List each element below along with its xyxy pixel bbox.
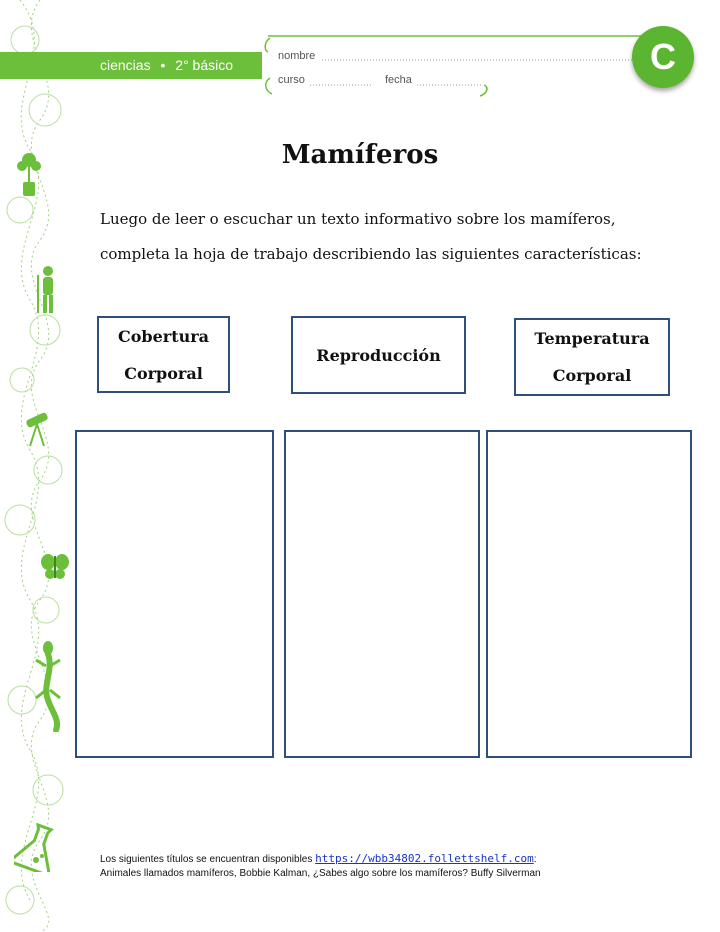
heading-line: Reproducción [316, 345, 441, 365]
grade-label: 2° básico [175, 57, 234, 73]
header-field-lines [262, 30, 662, 100]
subject-label: ciencias [100, 57, 151, 73]
instructions-line-1: Luego de leer o escuchar un texto informativo sobre los mamíferos, [100, 210, 616, 228]
lizard-icon [30, 640, 66, 732]
heading-line: Cobertura [117, 326, 210, 346]
subject-badge: C [632, 26, 694, 88]
footer-titles: Animales llamados mamíferos, Bobbie Kalman, ¿Sabes algo sobre los mamíferos? Buffy Silverman [100, 868, 541, 879]
footer-line-1 [100, 852, 536, 865]
heading-line: Corporal [124, 363, 203, 383]
date-label: fecha [385, 74, 412, 86]
subject-bar [0, 52, 262, 79]
page-title: Mamíferos [281, 140, 439, 170]
instructions-line-2: completa la hoja de trabajo describiendo las siguientes características: [100, 245, 642, 263]
explorer-icon [34, 265, 60, 315]
heading-box-body-covering [97, 316, 230, 393]
separator-dot: • [160, 57, 166, 73]
flask-icon [14, 822, 60, 872]
footer-colon: : [533, 854, 537, 865]
resource-link[interactable]: https://wbb34802.follettshelf.com [315, 852, 534, 865]
butterfly-icon [40, 552, 70, 580]
answer-box-body-temperature[interactable] [486, 430, 692, 758]
footer-intro: Los siguientes títulos se encuentran disponibles [100, 854, 313, 865]
heading-line: Corporal [552, 366, 632, 385]
course-label: curso [278, 74, 305, 86]
heading-box-body-temperature [514, 318, 670, 396]
name-label: nombre [278, 50, 316, 62]
heading-box-reproduction [291, 316, 466, 394]
telescope-icon [22, 408, 52, 448]
heading-line: Temperatura [534, 329, 650, 348]
answer-box-body-covering[interactable] [75, 430, 274, 758]
answer-box-reproduction[interactable] [284, 430, 480, 758]
